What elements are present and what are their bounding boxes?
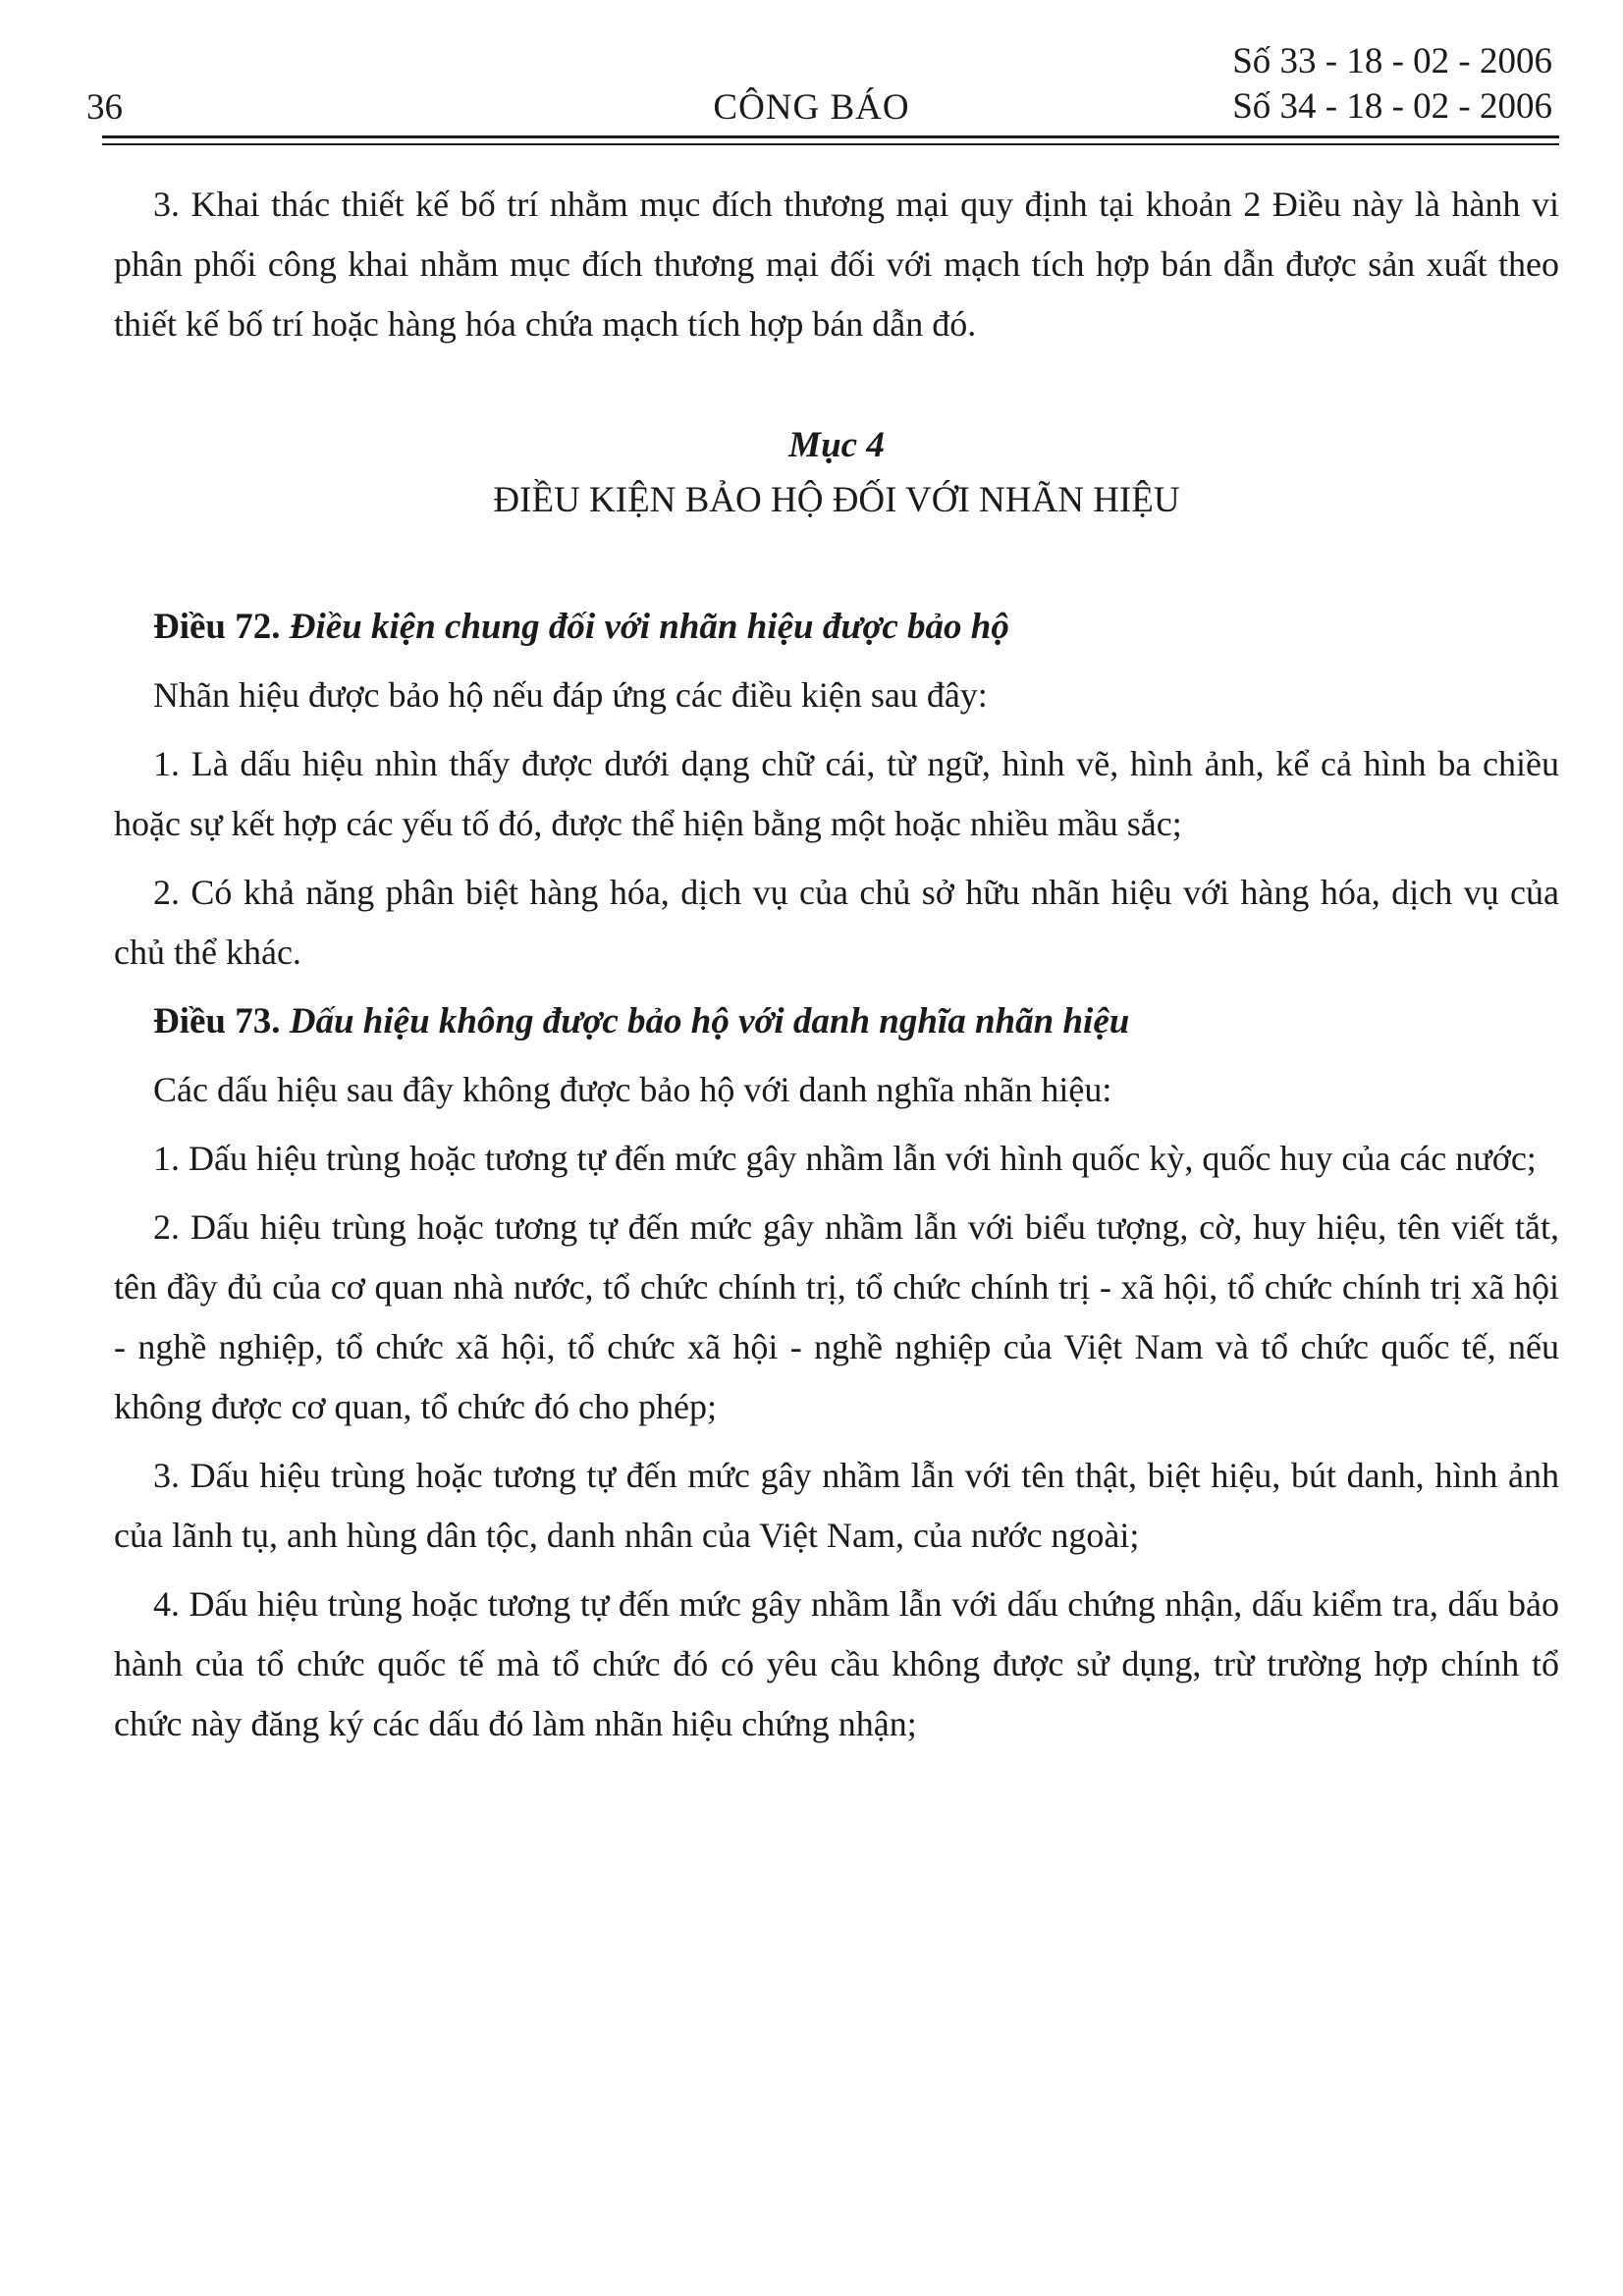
spacer — [114, 363, 1559, 418]
article-73-lead: Các dấu hiệu sau đây không được bảo hộ với danh nghĩa nhãn hiệu: — [153, 1070, 1112, 1109]
article-73-item-2: 2. Dấu hiệu trùng hoặc tương tự đến mức gây nhầm lẫn với biểu tượng, cờ, huy hiệu, tên viết tắt, tên đầy đủ của cơ quan nhà nước, tổ chức chính trị, tổ chức chính trị - xã hội, tổ chức chính trị xã hội - nghề nghiệp, tổ chức xã hội, tổ chức xã hội - nghề nghiệp của Việt Nam và tổ chức quốc tế, nếu không được cơ quan, tổ chức đó cho phép; — [114, 1207, 1559, 1426]
article-72-number: Điều 72. — [153, 607, 281, 647]
issue-line-2: Số 34 - 18 - 02 - 2006 — [1232, 86, 1552, 127]
header-rule-thin — [102, 143, 1559, 145]
article-73-item-1: 1. Dấu hiệu trùng hoặc tương tự đến mức gây nhầm lẫn với hình quốc kỳ, quốc huy của các nước; — [153, 1139, 1537, 1178]
article-73-heading — [114, 991, 1559, 1051]
article-72-heading — [114, 597, 1559, 657]
header-rule-thick — [102, 135, 1559, 138]
article-72-title: Điều kiện chung đối với nhãn hiệu được bảo hộ — [289, 607, 1009, 647]
article-72-lead: Nhãn hiệu được bảo hộ nếu đáp ứng các điều kiện sau đây: — [153, 675, 988, 715]
article-73-item-3: 3. Dấu hiệu trùng hoặc tương tự đến mức gây nhầm lẫn với tên thật, biệt hiệu, bút danh, hình ảnh của lãnh tụ, anh hùng dân tộc, danh nhân của Việt Nam, của nước ngoài; — [114, 1456, 1559, 1555]
document-body — [114, 175, 1559, 1763]
article-73-number: Điều 73. — [153, 1001, 281, 1041]
section-label: Mục 4 — [788, 425, 885, 465]
publication-title: CÔNG BÁO — [713, 87, 910, 128]
intro-paragraph-3: 3. Khai thác thiết kế bố trí nhằm mục đích thương mại quy định tại khoản 2 Điều này là hành vi phân phối công khai nhằm mục đích thương mại đối với mạch tích hợp bán dẫn được sản xuất theo thiết kế bố trí hoặc hàng hóa chứa mạch tích hợp bán dẫn đó. — [114, 185, 1559, 344]
issue-numbers — [1232, 39, 1552, 130]
article-72-item-1: 1. Là dấu hiệu nhìn thấy được dưới dạng chữ cái, từ ngữ, hình vẽ, hình ảnh, kể cả hình ba chiều hoặc sự kết hợp các yếu tố đó, được thể hiện bằng một hoặc nhiều mầu sắc; — [114, 744, 1559, 843]
article-73-item-4: 4. Dấu hiệu trùng hoặc tương tự đến mức gây nhầm lẫn với dấu chứng nhận, dấu kiểm tra, dấu bảo hành của tổ chức quốc tế mà tổ chức đó có yêu cầu không được sử dụng, trừ trường hợp chính tổ chức này đăng ký các dấu đó làm nhãn hiệu chứng nhận; — [114, 1584, 1559, 1743]
section-title: ĐIỀU KIỆN BẢO HỘ ĐỐI VỚI NHÃN HIỆU — [493, 480, 1180, 520]
article-72-item-2: 2. Có khả năng phân biệt hàng hóa, dịch vụ của chủ sở hữu nhãn hiệu với hàng hóa, dịch vụ của chủ thể khác. — [114, 873, 1559, 972]
article-73-title: Dấu hiệu không được bảo hộ với danh nghĩa nhãn hiệu — [289, 1001, 1130, 1041]
page-number: 36 — [86, 87, 123, 128]
spacer — [114, 528, 1559, 597]
issue-line-1: Số 33 - 18 - 02 - 2006 — [1232, 41, 1552, 81]
